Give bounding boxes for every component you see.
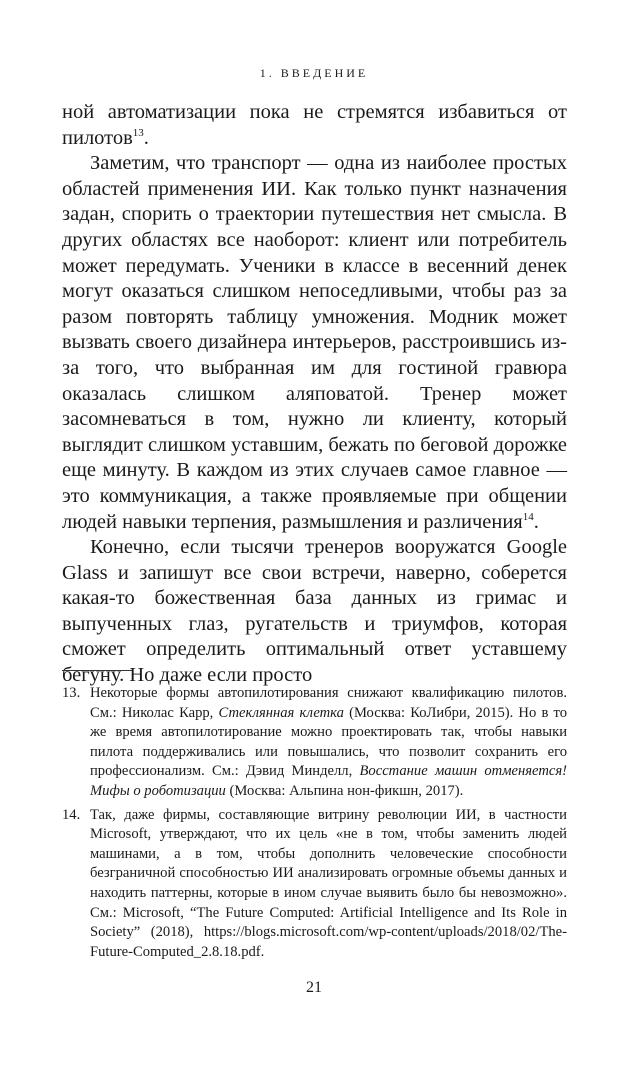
footnote-divider	[62, 670, 132, 671]
footnote-text	[90, 684, 567, 802]
footnote-13	[62, 684, 567, 802]
footnotes	[62, 684, 567, 966]
footnote-ref-14[interactable]: 14	[522, 510, 534, 523]
paragraph-3: Конечно, если тысячи тренеров вооружатся Google Glass и запишут все свои встречи, наверно, соберется какая-то божественная база данных из гримас и выпученных глаз, ругательств и триумфов, которая сможет определить оптимальный ответ уставшему бегуну. Но даже если просто	[62, 536, 567, 687]
paragraph-2-text: Заметим, что транспорт — одна из наиболее простых областей применения ИИ. Как только пункт назначения задан, спорить о траектории путешествия нет смысла. В других областях все наоборот: клиент или потребитель может передумать. Ученики в классе в весенний денек могут оказаться слишком непоседливыми, чтобы раз за разом повторять таблицу умножения. Модник может вызвать своего дизайнера интерьеров, расстроившись из-за того, что выбранная им для гостиной гравюра оказалась слишком аляповатой. Тренер может засомневаться в том, нужно ли клиенту, который выглядит слишком уставшим, бежать по беговой дорожке еще минуту. В каждом из этих случаев самое главное — это коммуникация, а также проявляемые при общении людей навыки терпения, размышления и различения	[62, 152, 567, 533]
paragraph-1	[62, 100, 567, 151]
page-number: 21	[306, 979, 322, 996]
footnote-number: 13.	[62, 685, 81, 701]
paragraph-1-text: ной автоматизации пока не стремятся избавиться от пилотов	[62, 101, 567, 149]
footnote-14	[62, 806, 567, 963]
running-head: 1. ВВЕДЕНИЕ	[259, 66, 369, 80]
paragraph-2-end: .	[533, 510, 539, 533]
book-title: Стеклянная клетка	[218, 704, 344, 721]
footnote-text-part: (Москва: КоЛибри, 2015). Но в то же время автопилотирование можно проектировать так, чтобы навыки пилота поддерживались или повышались, что позволит сохранить его профессионализм. См.: Дэвид Минделл,	[90, 704, 567, 780]
book-title: Восстание машин отменяется! Мифы о роботизации	[90, 763, 567, 799]
footnote-ref-13[interactable]: 13	[132, 126, 144, 139]
paragraph-1-end: .	[143, 126, 149, 149]
footnote-number: 14.	[62, 806, 81, 823]
footnote-text-part: Некоторые формы автопилотирования снижают квалификацию пилотов. См.: Николас Карр,	[90, 685, 567, 721]
footnote-text-part: (Москва: Альпина нон-фикшн, 2017).	[225, 782, 464, 799]
paragraph-2	[62, 151, 567, 535]
main-text	[62, 100, 567, 689]
footnote-text: Так, даже фирмы, составляющие витрину революции ИИ, в частности Microsoft, утверждают, что их цель «не в том, чтобы заменить людей машинами, а в том, чтобы дополнить человеческие способности безграничной способностью ИИ анализировать огромные объемы данных и находить паттерны, которые в ином случае выявить было бы невозможно». См.: Microsoft, “The Future Computed: Artificial Intelligence and Its Role in Society” (2018), https://blogs.microsoft.com/wp-content/uploads/2018/02/The-Future-Computed_2.8.18.pdf.	[90, 806, 567, 960]
